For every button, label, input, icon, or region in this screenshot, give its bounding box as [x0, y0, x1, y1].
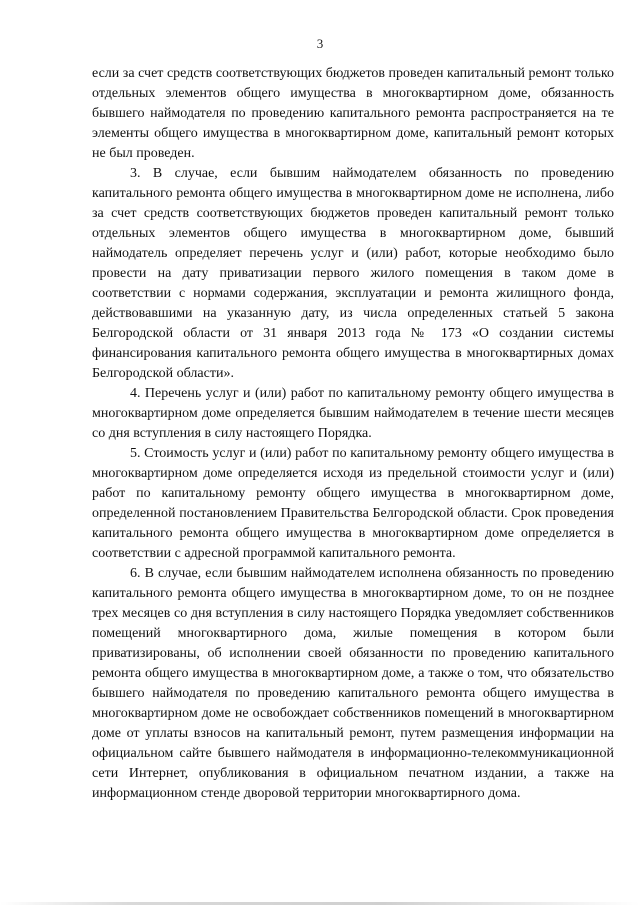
paragraph-5: 5. Стоимость услуг и (или) работ по капитальному ремонту общего имущества в многоквартирном доме определяется исходя из предельной стоимости услуг и (или) работ по капитальному ремонту общего имущества в многоквартирном доме, определенной постановлением Правительства Белгородской области. Срок проведения капитального ремонта общего имущества в многоквартирном доме определяется в соответствии с адресной программой капитального ремонта.	[92, 446, 614, 561]
paragraph-continuation: если за счет средств соответствующих бюджетов проведен капитальный ремонт только отдельных элементов общего имущества в многоквартирном доме, обязанность бывшего наймодателя по проведению капитального ремонта распространяется на те элементы общего имущества в многоквартирном доме, капитальный ремонт которых не был проведен.	[92, 66, 614, 161]
document-body	[92, 64, 614, 804]
paragraph-6: 6. В случае, если бывшим наймодателем исполнена обязанность по проведению капитального ремонта общего имущества в многоквартирном доме, то он не позднее трех месяцев со дня вступления в силу настоящего Порядка уведомляет собственников помещений многоквартирного дома, жилые помещения в котором были приватизированы, об исполнении своей обязанности по проведению капитального ремонта общего имущества в многоквартирном доме, а также о том, что обязательство бывшего наймодателя по проведению капитального ремонта общего имущества в многоквартирном доме не освобождает собственников помещений в многоквартирном доме от уплаты взносов на капитальный ремонт, путем размещения информации на официальном сайте бывшего наймодателя в информационно-телекоммуникационной сети Интернет, опубликования в официальном печатном издании, а также на информационном стенде дворовой территории многоквартирного дома.	[92, 566, 614, 801]
paragraph-4: 4. Перечень услуг и (или) работ по капитальному ремонту общего имущества в многоквартирном доме определяется бывшим наймодателем в течение шести месяцев со дня вступления в силу настоящего Порядка.	[92, 386, 614, 441]
page-number: 3	[316, 36, 324, 51]
paragraph-3: 3. В случае, если бывшим наймодателем обязанность по проведению капитального ремонта общего имущества в многоквартирном доме не исполнена, либо за счет средств соответствующих бюджетов проведен капитальный ремонт только отдельных элементов общего имущества в многоквартирном доме, бывший наймодатель определяет перечень услуг и (или) работ, которые необходимо было провести на дату приватизации первого жилого помещения в таком доме в соответствии с нормами содержания, эксплуатации и ремонта жилищного фонда, действовавшими на указанную дату, из числа определенных статьей 5 закона Белгородской области от 31 января 2013 года № 173 «О создании системы финансирования капитального ремонта общего имущества в многоквартирных домах Белгородской области».	[92, 166, 614, 381]
